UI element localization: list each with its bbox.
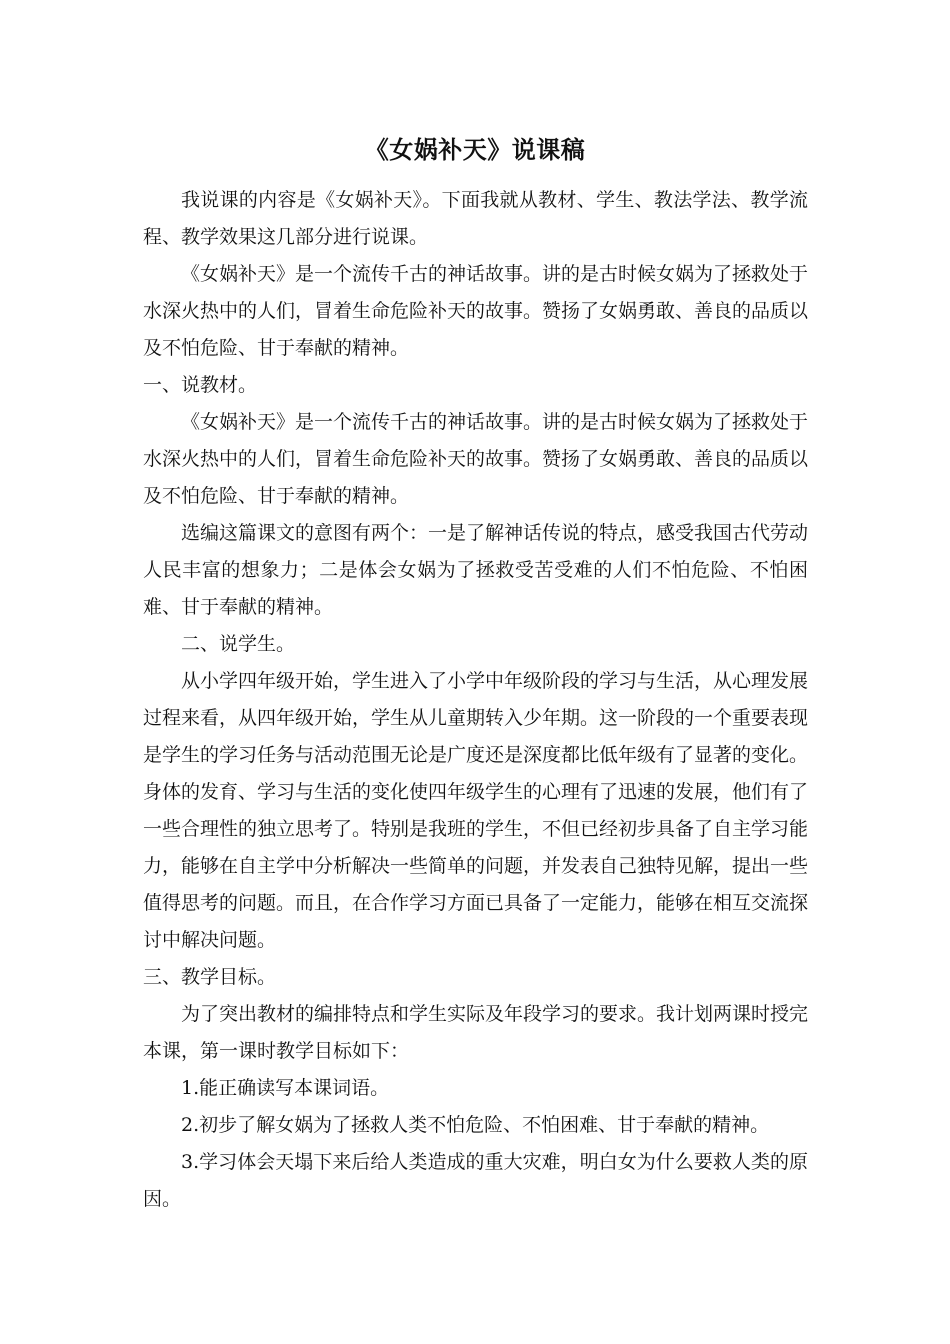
section-heading-textbook: 一、说教材。	[143, 374, 258, 396]
section-heading-students: 二、说学生。	[181, 633, 296, 655]
paragraph-textbook-summary: 《女娲补天》是一个流传千古的神话故事。讲的是古时候女娲为了拯救处于水深火热中的人们，冒着生命危险补天的故事。赞扬了女娲勇敢、善良的品质以及不怕危险、甘于奉献的精神。	[143, 411, 809, 507]
paragraph-goals-intro: 为了突出教材的编排特点和学生实际及年段学习的要求。我计划两课时授完本课，第一课时教学目标如下：	[143, 1003, 809, 1062]
goal-item-3: 3.学习体会天塌下来后给人类造成的重大灾难，明白女为什么要救人类的原因。	[143, 1151, 808, 1210]
goal-item-2: 2.初步了解女娲为了拯救人类不怕危险、不怕困难、甘于奉献的精神。	[181, 1114, 770, 1136]
document-title: 《女娲补天》说课稿	[364, 136, 586, 164]
paragraph-intro: 我说课的内容是《女娲补天》。下面我就从教材、学生、教法学法、教学流程、教学效果这几部分进行说课。	[143, 189, 808, 248]
goal-item-1: 1.能正确读写本课词语。	[181, 1077, 390, 1099]
paragraph-students: 从小学四年级开始，学生进入了小学中年级阶段的学习与生活，从心理发展过程来看，从四年级开始，学生从儿童期转入少年期。这一阶段的一个重要表现是学生的学习任务与活动范围无论是广度还是深度都比低年级有了显著的变化。身体的发育、学习与生活的变化使四年级学生的心理有了迅速的发展，他们有了一些合理性的独立思考了。特别是我班的学生，不但已经初步具备了自主学习能力，能够在自主学中分析解决一些简单的问题，并发表自己独特见解，提出一些值得思考的问题。而且，在合作学习方面已具备了一定能力，能够在相互交流探讨中解决问题。	[143, 670, 809, 951]
paragraph-summary: 《女娲补天》是一个流传千古的神话故事。讲的是古时候女娲为了拯救处于水深火热中的人们，冒着生命危险补天的故事。赞扬了女娲勇敢、善良的品质以及不怕危险、甘于奉献的精神。	[143, 263, 809, 359]
section-heading-goals: 三、教学目标。	[143, 966, 277, 988]
document-body	[143, 182, 808, 1218]
paragraph-intent: 选编这篇课文的意图有两个：一是了解神话传说的特点，感受我国古代劳动人民丰富的想象力；二是体会女娲为了拯救受苦受难的人们不怕危险、不怕困难、甘于奉献的精神。	[143, 522, 809, 618]
